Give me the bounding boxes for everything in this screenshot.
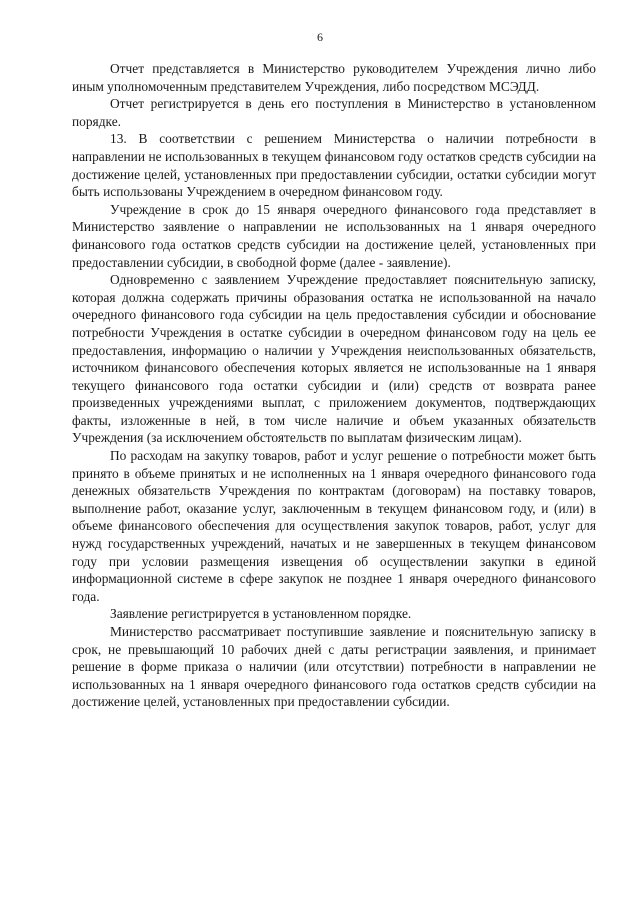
paragraph-report-submission: Отчет представляется в Министерство руководителем Учреждения лично либо иным уполномоченным представителем Учреждения, либо посредством МСЭДД.: [72, 61, 596, 94]
paragraph-application-deadline: Учреждение в срок до 15 января очередного финансового года представляет в Министерство заявление о направлении не использованных на 1 января очередного финансового года остатков средств субсидии на достижение целей, установленных при предоставлении субсидии, в свободной форме (далее - заявление).: [72, 201, 596, 270]
page-number: 6: [317, 30, 323, 44]
paragraph-ministry-decision: Министерство рассматривает поступившие заявление и пояснительную записку в срок, не превышающий 10 рабочих дней с даты регистрации заявления, и принимает решение в форме приказа о наличии (или отсутствии) потребности в направлении не использованных на 1 января очередного финансового года остатков средств субсидии на достижение целей, установленных при предоставлении субсидии.: [72, 624, 596, 710]
paragraph-item-13: 13. В соответствии с решением Министерства о наличии потребности в направлении не использованных в текущем финансовом году остатков средств субсидии на достижение целей, установленных при предоставлении субсидии, остатки субсидии могут быть использованы Учреждением в очередном финансовом году.: [72, 131, 596, 200]
paragraph-application-registration: Заявление регистрируется в установленном порядке.: [110, 606, 412, 622]
paragraph-procurement-expenses: По расходам на закупку товаров, работ и услуг решение о потребности может быть принято в объеме принятых и не исполненных на 1 января очередного финансового года денежных обязательств Учреждения по контрактам (договорам) на поставку товаров, выполнение работ, оказание услуг, заключенным в текущем финансовом году, и (или) в объеме финансового обеспечения для осуществления закупок товаров, работ, услуг для нужд государственных учреждений, начатых и не завершенных в текущем финансовом году при условии размещения извещения об осуществлении закупки в единой информационной системе в сфере закупок не позднее 1 января очередного финансового года.: [72, 448, 596, 604]
paragraph-report-registration: Отчет регистрируется в день его поступления в Министерство в установленном порядке.: [72, 96, 596, 129]
document-body: [72, 60, 596, 711]
paragraph-explanatory-note: Одновременно с заявлением Учреждение предоставляет пояснительную записку, которая должна содержать причины образования остатка не использованной на начало очередного финансового года субсидии на цель предоставления субсидии и обоснование потребности Учреждения в остатке субсидии в очередном финансовом году на цель ее предоставления, информацию о наличии у Учреждения неиспользованных обязательств, источником финансового обеспечения которых является не использованные на 1 января текущего финансового года остатки субсидии и (или) средств от возврата ранее произведенных учреждениями выплат, с приложением документов, подтверждающих факты, изложенные в ней, в том числе наличие и объем указанных обязательств Учреждения (за исключением обстоятельств по выплатам физическим лицам).: [72, 272, 596, 446]
